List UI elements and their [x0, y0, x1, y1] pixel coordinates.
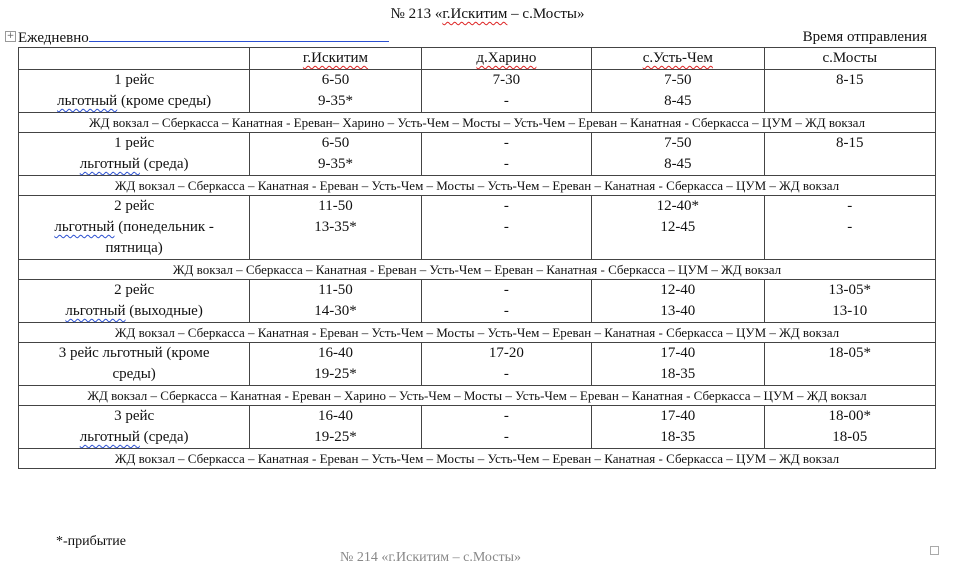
time-value: 16-40 — [317, 345, 353, 361]
time-cell-ust-chem — [592, 280, 764, 323]
trip-name-cell — [19, 280, 250, 323]
route-row — [19, 176, 936, 196]
trip-row — [19, 196, 936, 260]
time-cell-ust-chem — [592, 343, 764, 386]
time-cell-ust-chem — [592, 133, 764, 176]
time-value: - — [847, 198, 853, 214]
time-value: - — [503, 408, 509, 424]
trip-name-line2: среды) — [112, 366, 156, 382]
next-route-title-cut: № 214 «г.Искитим – с.Мосты» — [340, 550, 522, 565]
document-title — [0, 4, 975, 24]
title-prefix: № 213 « — [390, 6, 443, 22]
trip-row — [19, 343, 936, 386]
time-cell-ust-chem — [592, 406, 764, 449]
time-value: 6-50 — [321, 72, 350, 88]
trip-row — [19, 133, 936, 176]
title-route: г.Искитим — [442, 6, 508, 22]
time-value: - — [503, 366, 509, 382]
trip-name-line2: льготный (кроме среды) — [57, 93, 212, 109]
time-value: - — [503, 93, 509, 109]
trip-name-cell — [19, 196, 250, 260]
header-cell-mosty: с.Мосты — [764, 48, 935, 70]
daily-underline — [89, 27, 389, 42]
time-value: 9-35* — [317, 156, 353, 172]
header-cell-harino: д.Харино — [421, 48, 591, 70]
trip-name-line2: льготный (среда) — [79, 429, 189, 445]
route-description: ЖД вокзал – Сберкасса – Канатная - Ереван– Харино – Усть-Чем – Мосты – Усть-Чем – Ереван – Канатная - Сберкасса – ЦУМ – ЖД вокзал — [19, 113, 936, 133]
time-value: 18-35 — [660, 429, 696, 445]
time-cell-ust-chem — [592, 196, 764, 260]
time-value: 13-05* — [828, 282, 872, 298]
time-value: 7-50 — [664, 72, 692, 88]
time-value — [767, 154, 933, 175]
time-value — [767, 364, 933, 385]
time-cell-harino — [421, 406, 591, 449]
trip-row — [19, 280, 936, 323]
trip-name-cell — [19, 70, 250, 113]
time-cell-mosty — [764, 280, 935, 323]
time-value: 16-40 — [317, 408, 353, 424]
trip-row — [19, 406, 936, 449]
route-description: ЖД вокзал – Сберкасса – Канатная - Ереван – Усть-Чем – Мосты – Усть-Чем – Ереван – Канатная - Сберкасса – ЦУМ – ЖД вокзал — [19, 323, 936, 343]
time-cell-iskitim — [250, 70, 421, 113]
table-resize-handle[interactable] — [930, 546, 939, 555]
header-cell-ust-chem: с.Усть-Чем — [592, 48, 764, 70]
time-value: - — [503, 429, 509, 445]
time-cell-mosty — [764, 196, 935, 260]
time-value: 11-50 — [318, 198, 353, 214]
time-cell-iskitim — [250, 343, 421, 386]
time-value: 11-50 — [318, 282, 353, 298]
time-value — [767, 91, 933, 112]
time-cell-harino — [421, 280, 591, 323]
header-cell-empty — [19, 48, 250, 70]
time-cell-iskitim — [250, 196, 421, 260]
trip-name-line1: 1 рейс — [114, 72, 155, 88]
time-value: 9-35* — [317, 93, 353, 109]
title-suffix: – с.Мосты» — [507, 6, 585, 22]
time-value: - — [503, 282, 509, 298]
table-move-handle-icon[interactable]: + — [6, 31, 15, 41]
trip-name-line2: льготный (выходные) — [65, 303, 203, 319]
daily-label: Ежедневно — [18, 30, 89, 46]
route-row — [19, 260, 936, 280]
time-value: - — [503, 156, 509, 172]
time-value: 7-50 — [664, 135, 692, 151]
footnote: *-прибытие — [56, 534, 126, 549]
time-value: 17-40 — [660, 408, 696, 424]
route-description: ЖД вокзал – Сберкасса – Канатная - Ереван – Усть-Чем – Ереван – Канатная - Сберкасса – ЦУМ – ЖД вокзал — [19, 260, 936, 280]
time-value: - — [503, 219, 509, 235]
time-value: 18-05* — [828, 345, 872, 361]
trip-name-line1: 3 рейс льготный (кроме — [58, 345, 210, 361]
time-value: 18-35 — [660, 366, 696, 382]
time-value: - — [503, 303, 509, 319]
header-row — [19, 48, 936, 70]
header-cell-iskitim: г.Искитим — [250, 48, 421, 70]
time-cell-iskitim — [250, 133, 421, 176]
time-cell-harino — [421, 133, 591, 176]
time-value: 18-00* — [828, 408, 872, 424]
time-value: 12-40 — [660, 282, 696, 298]
time-cell-mosty — [764, 70, 935, 113]
time-value: 12-40* — [656, 198, 700, 214]
time-cell-iskitim — [250, 280, 421, 323]
time-cell-harino — [421, 196, 591, 260]
route-row — [19, 323, 936, 343]
time-value: - — [847, 219, 853, 235]
time-value: 17-40 — [660, 345, 696, 361]
daily-label-row — [18, 27, 428, 48]
time-value: 8-15 — [836, 135, 864, 151]
time-cell-mosty — [764, 133, 935, 176]
time-cell-iskitim — [250, 406, 421, 449]
time-cell-harino — [421, 70, 591, 113]
time-value: 8-15 — [836, 72, 864, 88]
route-row — [19, 449, 936, 469]
trip-name-line1: 1 рейс — [114, 135, 155, 151]
route-description: ЖД вокзал – Сберкасса – Канатная - Ереван – Харино – Усть-Чем – Мосты – Усть-Чем – Ереван – Канатная - Сберкасса – ЦУМ – ЖД вокзал — [19, 386, 936, 406]
time-value: 18-05 — [832, 429, 868, 445]
time-cell-ust-chem — [592, 70, 764, 113]
trip-name-line2: льготный (понедельник - — [54, 219, 214, 235]
time-cell-mosty — [764, 343, 935, 386]
schedule-table — [18, 47, 936, 469]
time-value: 8-45 — [664, 93, 692, 109]
route-row — [19, 386, 936, 406]
trip-name-line2: льготный (среда) — [79, 156, 189, 172]
time-value: 13-35* — [314, 219, 357, 235]
trip-name-cell — [19, 343, 250, 386]
time-value: 13-40 — [660, 303, 696, 319]
time-cell-harino — [421, 343, 591, 386]
time-value: 17-20 — [488, 345, 524, 361]
route-description: ЖД вокзал – Сберкасса – Канатная - Ереван – Усть-Чем – Мосты – Усть-Чем – Ереван – Канатная - Сберкасса – ЦУМ – ЖД вокзал — [19, 176, 936, 196]
time-value: 19-25* — [314, 429, 357, 445]
time-value: 8-45 — [664, 156, 692, 172]
trip-name-cell — [19, 406, 250, 449]
time-value: - — [503, 135, 509, 151]
route-description: ЖД вокзал – Сберкасса – Канатная - Ереван – Усть-Чем – Мосты – Усть-Чем – Ереван – Канатная - Сберкасса – ЦУМ – ЖД вокзал — [19, 449, 936, 469]
time-value: 7-30 — [492, 72, 521, 88]
time-value: 13-10 — [832, 303, 868, 319]
route-row — [19, 113, 936, 133]
trip-name-line1: 2 рейс — [114, 282, 155, 298]
time-value: 14-30* — [314, 303, 357, 319]
time-value: - — [503, 198, 509, 214]
trip-name-line3: пятница) — [105, 240, 163, 256]
time-cell-mosty — [764, 406, 935, 449]
trip-name-line1: 2 рейс — [114, 198, 155, 214]
time-value: 19-25* — [314, 366, 357, 382]
trip-row — [19, 70, 936, 113]
trip-name-cell — [19, 133, 250, 176]
time-value: 12-45 — [660, 219, 696, 235]
trip-name-line1: 3 рейс — [114, 408, 155, 424]
time-value: 6-50 — [321, 135, 350, 151]
departure-time-label: Время отправления — [802, 29, 927, 45]
